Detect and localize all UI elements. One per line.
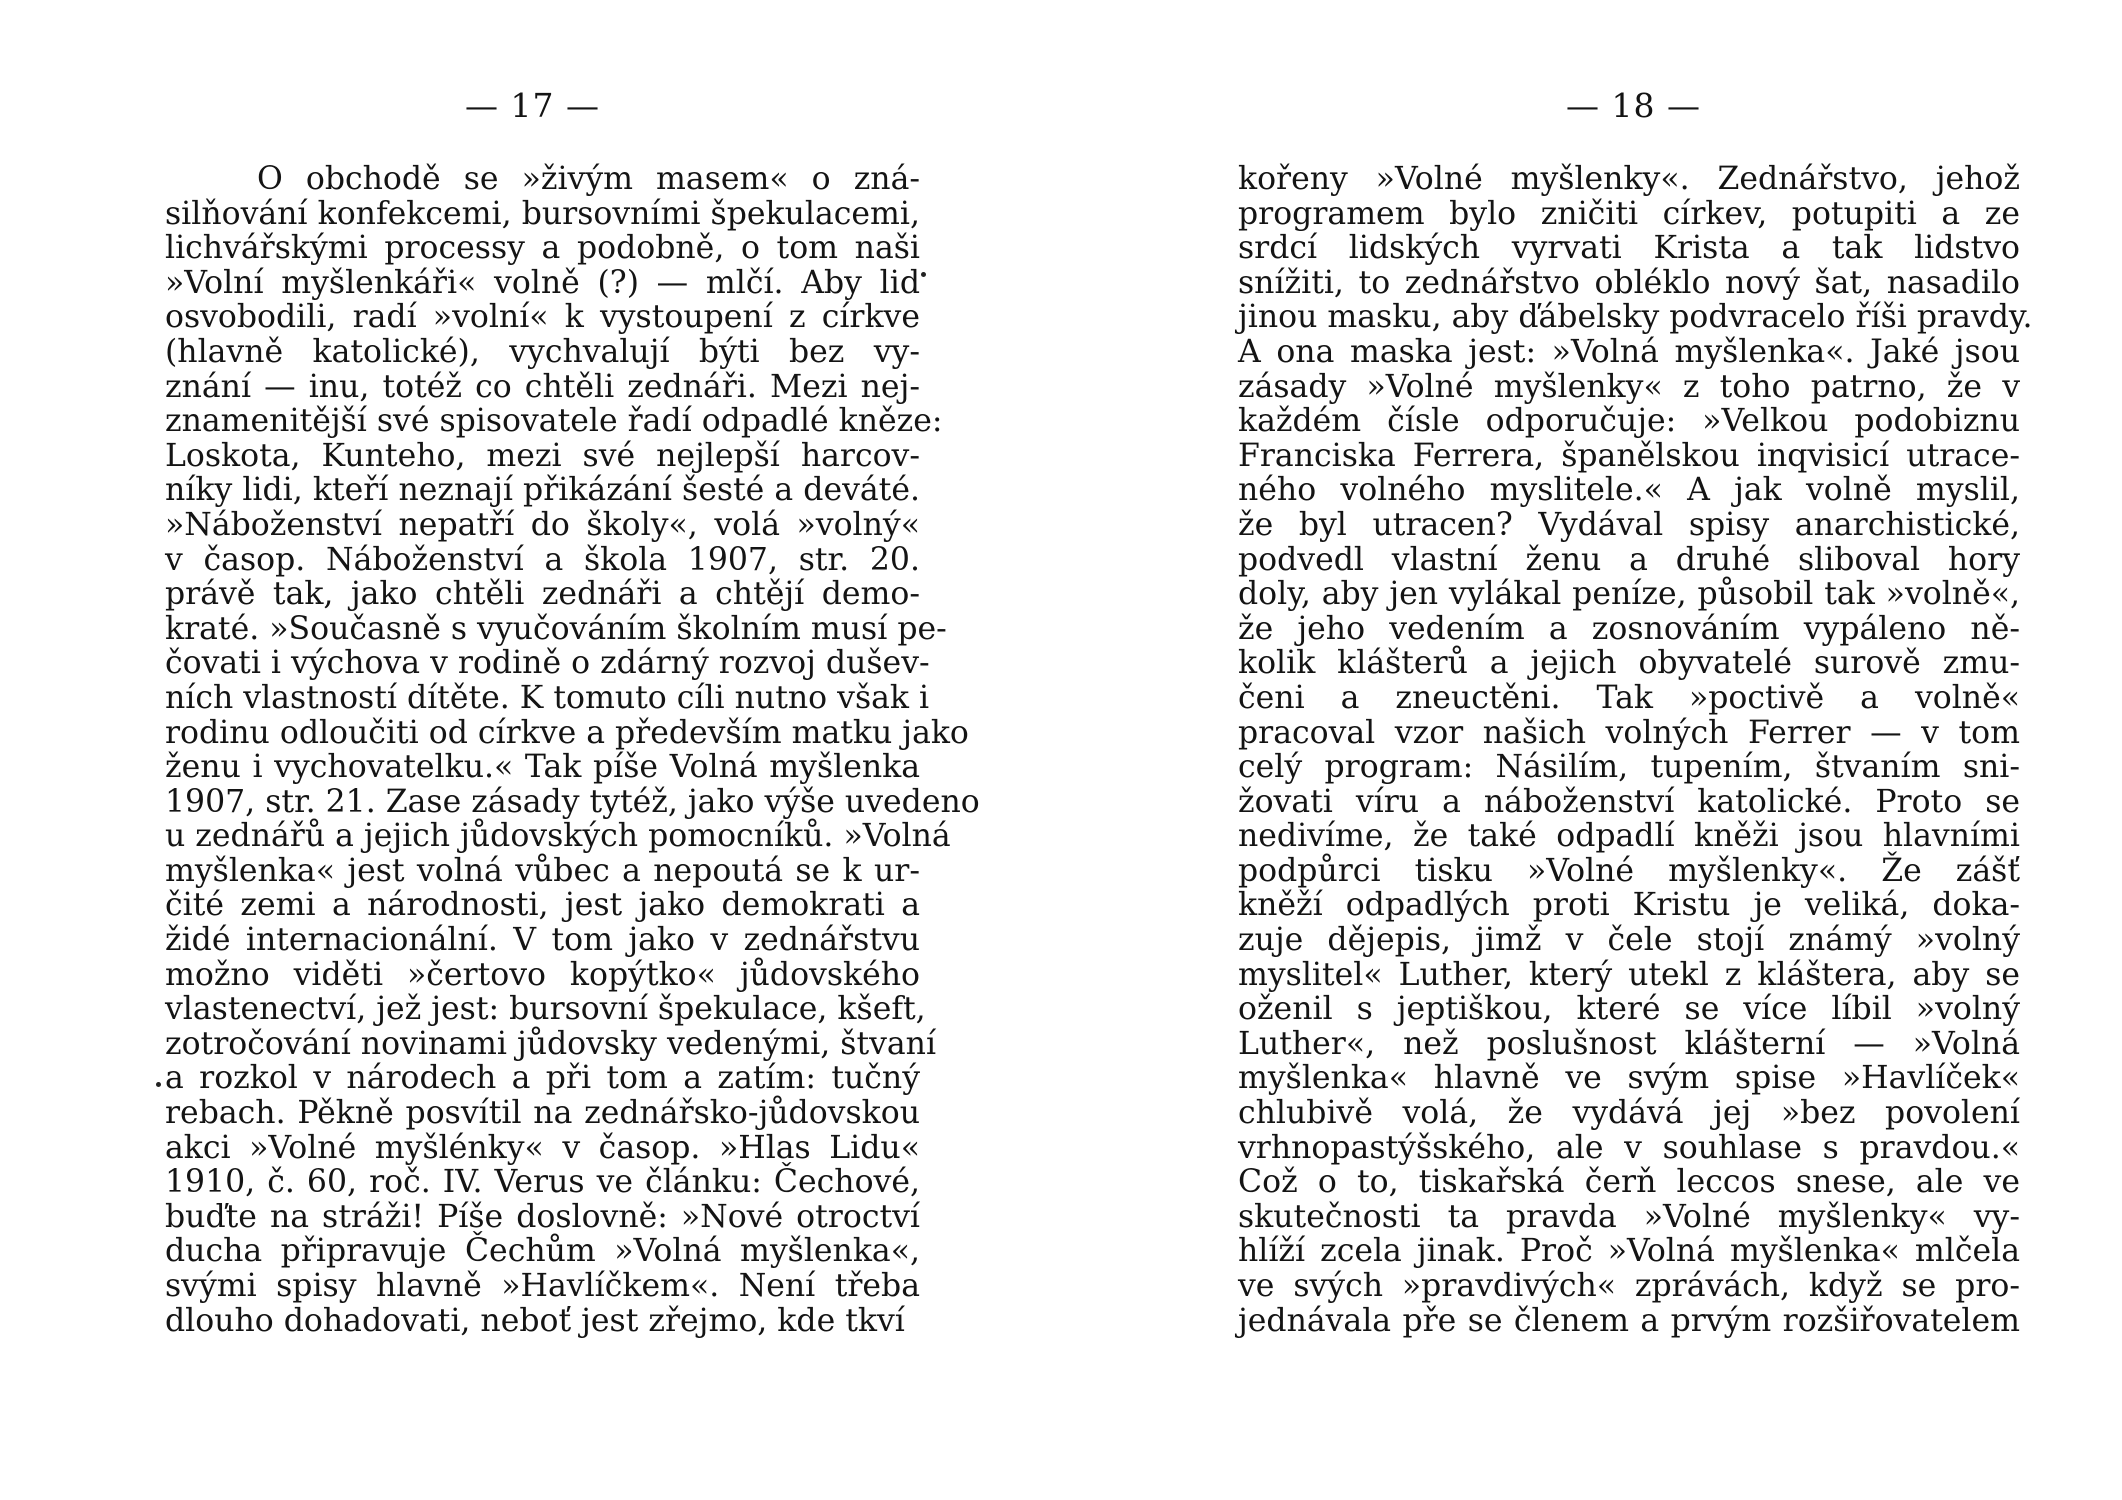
- text-line: znamenitější své spisovatele řadí odpadlé kněze:: [165, 403, 943, 440]
- page-number: — 18 —: [1566, 86, 1701, 125]
- right-page: [1061, 0, 2122, 1500]
- text-line: silňování konfekcemi, bursovními špekulacemi,: [165, 195, 920, 232]
- text-line: níky lidi, kteří neznají přikázání šesté a deváté.: [165, 472, 920, 509]
- text-line: »Náboženství nepatří do školy«, volá »volný«: [165, 506, 920, 543]
- text-line: čeni a zneuctěni. Tak »poctivě a volně«: [1238, 679, 2020, 716]
- text-line: ženu i vychovatelku.« Tak píše Volná myšlenka: [165, 749, 920, 786]
- text-line: pracoval vzor našich volných Ferrer — v tom: [1238, 714, 2020, 751]
- text-line: kněží odpadlých proti Kristu je veliká, doka-: [1238, 887, 2020, 924]
- ink-speck: [156, 1082, 161, 1087]
- text-line: vrhnopastýšského, ale v souhlase s pravdou.«: [1238, 1129, 2020, 1166]
- text-line: doly, aby jen vylákal peníze, působil tak »volně«,: [1238, 576, 2020, 613]
- text-line: O obchodě se »živým masem« o zná-: [257, 161, 920, 197]
- text-line: podvedl vlastní ženu a druhé sliboval hory: [1238, 541, 2020, 578]
- text-line: v časop. Náboženství a škola 1907, str. 20.: [165, 541, 920, 578]
- text-line: svými spisy hlavně »Havlíčkem«. Není třeba: [165, 1268, 920, 1304]
- text-line: skutečnosti ta pravda »Volné myšlenky« vy-: [1238, 1198, 2020, 1235]
- text-line: myšlenka« hlavně ve svým spise »Havlíček«: [1238, 1060, 2020, 1097]
- text-line: ních vlastností dítěte. K tomuto cíli nutno však i: [165, 679, 930, 716]
- text-line: myslitel« Luther, který utekl z kláštera, aby se: [1238, 956, 2020, 993]
- text-line: ného volného myslitele.« A jak volně myslil,: [1238, 472, 2020, 509]
- text-line: kolik klášterů a jejich obyvatelé surově zmu-: [1238, 645, 2020, 682]
- text-line: že jeho vedením a zosnováním vypáleno ně-: [1238, 610, 2020, 647]
- text-line: buďte na stráži! Píše doslovně: »Nové otroctví: [165, 1198, 920, 1235]
- text-line: 1910, č. 60, roč. IV. Verus ve článku: Čechové,: [165, 1164, 920, 1201]
- text-line: znání — inu, totéž co chtěli zednáři. Mezi nej-: [165, 368, 920, 405]
- text-line: jednávala pře se členem a prvým rozšiřovatelem: [1238, 1302, 2020, 1339]
- text-line: jinou masku, aby ďábelsky podvracelo říši pravdy.: [1238, 299, 2033, 336]
- text-line: Loskota, Kunteho, mezi své nejlepší harcov-: [165, 437, 920, 474]
- text-line: Což o to, tiskařská čerň leccos snese, ale ve: [1238, 1164, 2020, 1201]
- text-line: nedivíme, že také odpadlí kněži jsou hlavními: [1238, 818, 2020, 855]
- text-line: 1907, str. 21. Zase zásady tytéž, jako výše uvedeno: [165, 783, 980, 820]
- text-line: každém čísle odporučuje: »Velkou podobiznu: [1238, 403, 2020, 440]
- text-line: zásady »Volné myšlenky« z toho patrno, že v: [1238, 368, 2020, 405]
- text-line: podpůrci tisku »Volné myšlenky«. Že zášť: [1238, 852, 2020, 889]
- page-number: — 17 —: [465, 86, 600, 125]
- text-line: srdcí lidských vyrvati Krista a tak lidstvo: [1238, 230, 2020, 267]
- text-line: snížiti, to zednářstvo obléklo nový šat, nasadilo: [1238, 264, 2020, 301]
- text-line: kořeny »Volné myšlenky«. Zednářstvo, jehož: [1238, 161, 2020, 197]
- text-line: akci »Volné myšlénky« v časop. »Hlas Lidu«: [165, 1129, 920, 1166]
- text-line: Luther«, než poslušnost klášterní — »Volná: [1238, 1025, 2020, 1062]
- text-line: vlastenectví, jež jest: bursovní špekulace, kšeft,: [165, 991, 926, 1028]
- text-line: rodinu odloučiti od církve a především matku jako: [165, 714, 969, 751]
- text-line: »Volní myšlenkáři« volně (?) — mlčí. Aby lid: [165, 264, 920, 301]
- text-line: lichvářskými processy a podobně, o tom naši: [165, 230, 920, 267]
- text-line: A ona maska jest: »Volná myšlenka«. Jaké jsou: [1238, 333, 2020, 370]
- text-line: právě tak, jako chtěli zednáři a chtějí demo-: [165, 576, 920, 613]
- text-line: a rozkol v národech a při tom a zatím: tučný: [165, 1060, 920, 1097]
- text-line: (hlavně katolické), vychvalují býti bez vy-: [165, 333, 920, 370]
- text-line: čité zemi a národnosti, jest jako demokrati a: [165, 887, 920, 924]
- text-line: čovati i výchova v rodině o zdárný rozvoj dušev-: [165, 645, 930, 682]
- text-line: Franciska Ferrera, španělskou inqvisicí utrace-: [1238, 437, 2020, 474]
- text-line: chlubivě volá, že vydává jej »bez povolení: [1238, 1095, 2020, 1132]
- text-line: možno viděti »čertovo kopýtko« jůdovského: [165, 956, 920, 993]
- ink-speck: [921, 272, 926, 277]
- text-line: u zednářů a jejich jůdovských pomocníků. »Volná: [165, 818, 951, 855]
- text-line: ducha připravuje Čechům »Volná myšlenka«,: [165, 1233, 920, 1270]
- text-line: zotročování novinami jůdovsky vedenými, štvaní: [165, 1025, 937, 1062]
- text-line: hlíží zcela jinak. Proč »Volná myšlenka« mlčela: [1238, 1233, 2020, 1270]
- body-text: [1238, 161, 2033, 1339]
- text-line: oženil s jeptiškou, které se více líbil »volný: [1238, 991, 2020, 1028]
- text-line: programem bylo zničiti církev, potupiti a ze: [1238, 195, 2020, 232]
- text-line: ve svých »pravdivých« zprávách, když se pro-: [1238, 1268, 2020, 1304]
- body-text: [165, 161, 980, 1339]
- text-line: že byl utracen? Vydával spisy anarchistické,: [1238, 506, 2020, 543]
- text-line: celý program: Násilím, tupením, štvaním sni-: [1238, 749, 2020, 786]
- text-line: myšlenka« jest volná vůbec a nepoutá se k ur-: [165, 852, 920, 889]
- text-line: rebach. Pěkně posvítil na zednářsko-jůdovskou: [165, 1095, 920, 1132]
- text-line: žovati víru a náboženství katolické. Proto se: [1238, 783, 2020, 820]
- text-line: kraté. »Současně s vyučováním školním musí pe-: [165, 610, 947, 647]
- text-line: osvobodili, radí »volní« k vystoupení z církve: [165, 299, 920, 336]
- text-line: dlouho dohadovati, neboť jest zřejmo, kde tkví: [165, 1302, 905, 1339]
- text-line: zuje dějepis, jimž v čele stojí známý »volný: [1238, 922, 2020, 959]
- text-line: židé internacionální. V tom jako v zednářstvu: [165, 922, 920, 959]
